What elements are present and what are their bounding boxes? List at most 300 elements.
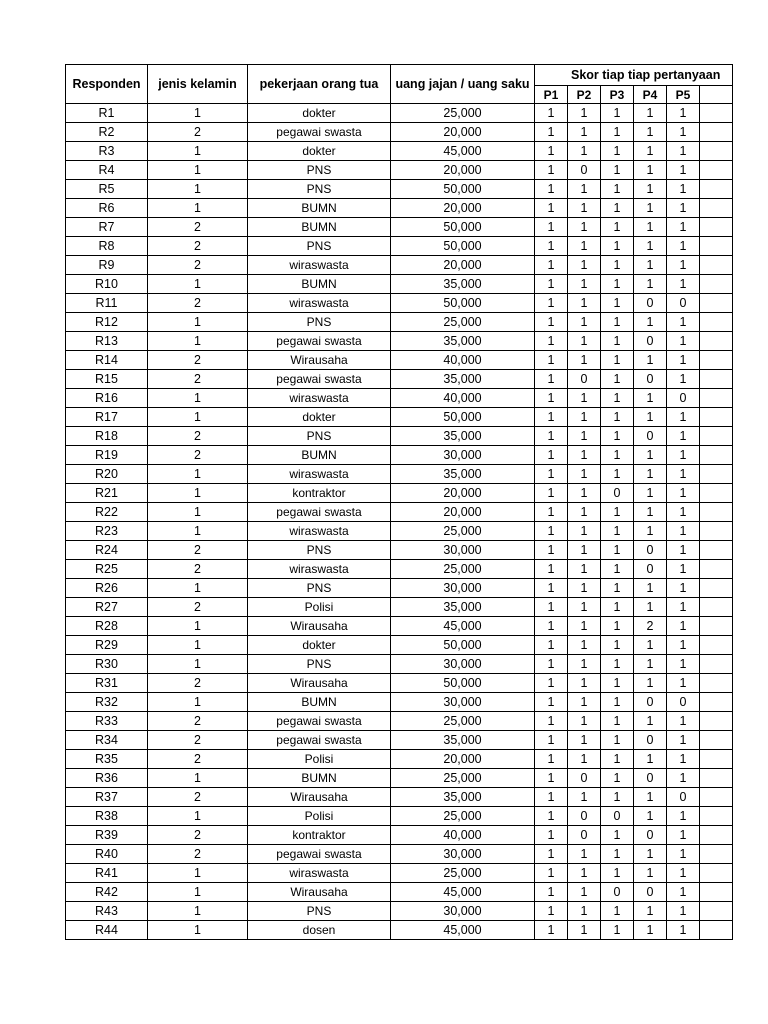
cell-score[interactable]: 1	[667, 807, 700, 826]
cell-score[interactable]: 1	[568, 503, 601, 522]
cell-cutoff[interactable]	[700, 104, 733, 123]
header-question[interactable]: P1	[535, 86, 568, 104]
cell-score[interactable]: 1	[667, 313, 700, 332]
cell-score[interactable]: 1	[667, 883, 700, 902]
cell-gender[interactable]: 1	[148, 408, 248, 427]
cell-score[interactable]: 0	[634, 332, 667, 351]
cell-score[interactable]: 1	[535, 579, 568, 598]
cell-score[interactable]: 1	[667, 256, 700, 275]
cell-score[interactable]: 1	[601, 598, 634, 617]
cell-score[interactable]: 1	[634, 446, 667, 465]
cell-score[interactable]: 1	[535, 845, 568, 864]
cell-pocket-money[interactable]: 35,000	[391, 788, 535, 807]
cell-respondent[interactable]: R13	[66, 332, 148, 351]
cell-score[interactable]: 0	[634, 769, 667, 788]
cell-score[interactable]: 1	[634, 674, 667, 693]
cell-score[interactable]: 1	[601, 750, 634, 769]
cell-score[interactable]: 1	[601, 902, 634, 921]
cell-score[interactable]: 1	[601, 332, 634, 351]
cell-score[interactable]: 0	[667, 389, 700, 408]
cell-score[interactable]: 1	[667, 579, 700, 598]
cell-parent-job[interactable]: kontraktor	[248, 484, 391, 503]
cell-cutoff[interactable]	[700, 427, 733, 446]
cell-pocket-money[interactable]: 20,000	[391, 161, 535, 180]
cell-gender[interactable]: 1	[148, 522, 248, 541]
cell-score[interactable]: 1	[601, 218, 634, 237]
cell-pocket-money[interactable]: 35,000	[391, 598, 535, 617]
cell-respondent[interactable]: R7	[66, 218, 148, 237]
cell-cutoff[interactable]	[700, 237, 733, 256]
cell-score[interactable]: 1	[667, 674, 700, 693]
cell-parent-job[interactable]: PNS	[248, 655, 391, 674]
cell-score[interactable]: 0	[634, 693, 667, 712]
cell-respondent[interactable]: R23	[66, 522, 148, 541]
cell-cutoff[interactable]	[700, 902, 733, 921]
cell-score[interactable]: 1	[634, 218, 667, 237]
cell-score[interactable]: 1	[535, 693, 568, 712]
cell-parent-job[interactable]: PNS	[248, 161, 391, 180]
cell-score[interactable]: 0	[568, 370, 601, 389]
cell-cutoff[interactable]	[700, 161, 733, 180]
cell-pocket-money[interactable]: 35,000	[391, 427, 535, 446]
cell-respondent[interactable]: R43	[66, 902, 148, 921]
cell-parent-job[interactable]: pegawai swasta	[248, 731, 391, 750]
cell-gender[interactable]: 1	[148, 465, 248, 484]
cell-score[interactable]: 1	[601, 389, 634, 408]
cell-score[interactable]: 0	[568, 807, 601, 826]
cell-score[interactable]: 1	[601, 275, 634, 294]
cell-score[interactable]: 1	[568, 294, 601, 313]
cell-parent-job[interactable]: Wirausaha	[248, 788, 391, 807]
cell-pocket-money[interactable]: 50,000	[391, 674, 535, 693]
cell-score[interactable]: 1	[634, 199, 667, 218]
header-parent-job[interactable]: pekerjaan orang tua	[248, 65, 391, 104]
cell-parent-job[interactable]: pegawai swasta	[248, 845, 391, 864]
cell-score[interactable]: 1	[535, 370, 568, 389]
header-question[interactable]: P2	[568, 86, 601, 104]
cell-score[interactable]: 1	[568, 332, 601, 351]
cell-score[interactable]: 1	[535, 237, 568, 256]
cell-respondent[interactable]: R37	[66, 788, 148, 807]
cell-score[interactable]: 1	[568, 180, 601, 199]
cell-score[interactable]: 0	[634, 826, 667, 845]
cell-score[interactable]: 1	[568, 598, 601, 617]
cell-gender[interactable]: 2	[148, 541, 248, 560]
cell-respondent[interactable]: R30	[66, 655, 148, 674]
cell-score[interactable]: 0	[568, 161, 601, 180]
cell-score[interactable]: 1	[535, 161, 568, 180]
cell-pocket-money[interactable]: 45,000	[391, 883, 535, 902]
cell-score[interactable]: 1	[634, 104, 667, 123]
cell-score[interactable]: 1	[601, 560, 634, 579]
cell-cutoff[interactable]	[700, 389, 733, 408]
cell-score[interactable]: 0	[568, 826, 601, 845]
cell-score[interactable]: 1	[601, 712, 634, 731]
cell-score[interactable]: 0	[601, 807, 634, 826]
cell-score[interactable]: 0	[634, 427, 667, 446]
cell-respondent[interactable]: R40	[66, 845, 148, 864]
cell-score[interactable]: 1	[634, 750, 667, 769]
header-score-group[interactable]: Skor tiap tiap pertanyaan	[535, 65, 733, 86]
cell-respondent[interactable]: R33	[66, 712, 148, 731]
cell-score[interactable]: 1	[535, 655, 568, 674]
cell-gender[interactable]: 2	[148, 351, 248, 370]
cell-score[interactable]: 1	[667, 503, 700, 522]
cell-gender[interactable]: 1	[148, 807, 248, 826]
cell-cutoff[interactable]	[700, 845, 733, 864]
cell-cutoff[interactable]	[700, 750, 733, 769]
cell-score[interactable]: 1	[634, 598, 667, 617]
cell-gender[interactable]: 2	[148, 370, 248, 389]
cell-score[interactable]: 1	[634, 712, 667, 731]
cell-cutoff[interactable]	[700, 579, 733, 598]
cell-pocket-money[interactable]: 30,000	[391, 693, 535, 712]
cell-score[interactable]: 1	[535, 446, 568, 465]
cell-cutoff[interactable]	[700, 674, 733, 693]
cell-score[interactable]: 1	[667, 731, 700, 750]
cell-respondent[interactable]: R19	[66, 446, 148, 465]
cell-score[interactable]: 1	[568, 731, 601, 750]
cell-score[interactable]: 1	[535, 902, 568, 921]
cell-gender[interactable]: 1	[148, 313, 248, 332]
cell-gender[interactable]: 2	[148, 560, 248, 579]
cell-pocket-money[interactable]: 25,000	[391, 522, 535, 541]
cell-score[interactable]: 1	[667, 750, 700, 769]
cell-score[interactable]: 1	[535, 769, 568, 788]
cell-score[interactable]: 1	[634, 655, 667, 674]
cell-cutoff[interactable]	[700, 465, 733, 484]
cell-score[interactable]: 1	[634, 256, 667, 275]
cell-gender[interactable]: 1	[148, 332, 248, 351]
cell-score[interactable]: 1	[568, 864, 601, 883]
cell-cutoff[interactable]	[700, 294, 733, 313]
cell-score[interactable]: 1	[634, 351, 667, 370]
cell-pocket-money[interactable]: 30,000	[391, 446, 535, 465]
cell-score[interactable]: 1	[667, 332, 700, 351]
cell-score[interactable]: 1	[535, 788, 568, 807]
cell-respondent[interactable]: R42	[66, 883, 148, 902]
cell-gender[interactable]: 1	[148, 503, 248, 522]
cell-score[interactable]: 1	[667, 655, 700, 674]
cell-score[interactable]: 1	[634, 180, 667, 199]
cell-score[interactable]: 1	[535, 826, 568, 845]
header-gender[interactable]: jenis kelamin	[148, 65, 248, 104]
cell-parent-job[interactable]: dokter	[248, 636, 391, 655]
cell-cutoff[interactable]	[700, 446, 733, 465]
cell-respondent[interactable]: R39	[66, 826, 148, 845]
cell-score[interactable]: 1	[667, 541, 700, 560]
cell-cutoff[interactable]	[700, 636, 733, 655]
cell-gender[interactable]: 1	[148, 617, 248, 636]
cell-score[interactable]: 1	[535, 218, 568, 237]
cell-score[interactable]: 1	[634, 408, 667, 427]
cell-respondent[interactable]: R5	[66, 180, 148, 199]
cell-score[interactable]: 2	[634, 617, 667, 636]
cell-score[interactable]: 1	[667, 522, 700, 541]
cell-cutoff[interactable]	[700, 408, 733, 427]
cell-pocket-money[interactable]: 25,000	[391, 712, 535, 731]
cell-cutoff[interactable]	[700, 256, 733, 275]
cell-score[interactable]: 1	[601, 161, 634, 180]
cell-parent-job[interactable]: dosen	[248, 921, 391, 940]
cell-score[interactable]: 1	[535, 731, 568, 750]
cell-score[interactable]: 1	[568, 693, 601, 712]
cell-gender[interactable]: 1	[148, 921, 248, 940]
cell-score[interactable]: 1	[568, 655, 601, 674]
cell-cutoff[interactable]	[700, 332, 733, 351]
cell-parent-job[interactable]: dokter	[248, 104, 391, 123]
cell-score[interactable]: 1	[667, 712, 700, 731]
cell-score[interactable]: 1	[568, 674, 601, 693]
cell-score[interactable]: 0	[634, 731, 667, 750]
cell-score[interactable]: 1	[601, 199, 634, 218]
cell-pocket-money[interactable]: 20,000	[391, 256, 535, 275]
cell-gender[interactable]: 2	[148, 256, 248, 275]
cell-respondent[interactable]: R8	[66, 237, 148, 256]
cell-pocket-money[interactable]: 30,000	[391, 655, 535, 674]
cell-cutoff[interactable]	[700, 883, 733, 902]
cell-respondent[interactable]: R16	[66, 389, 148, 408]
cell-score[interactable]: 1	[568, 902, 601, 921]
cell-respondent[interactable]: R10	[66, 275, 148, 294]
cell-score[interactable]: 1	[568, 199, 601, 218]
cell-respondent[interactable]: R34	[66, 731, 148, 750]
cell-score[interactable]: 1	[568, 256, 601, 275]
cell-parent-job[interactable]: wiraswasta	[248, 294, 391, 313]
cell-parent-job[interactable]: wiraswasta	[248, 522, 391, 541]
cell-score[interactable]: 1	[634, 275, 667, 294]
cell-score[interactable]: 1	[634, 123, 667, 142]
cell-respondent[interactable]: R35	[66, 750, 148, 769]
cell-score[interactable]: 1	[535, 104, 568, 123]
cell-score[interactable]: 1	[634, 579, 667, 598]
cell-gender[interactable]: 2	[148, 712, 248, 731]
cell-gender[interactable]: 1	[148, 180, 248, 199]
cell-score[interactable]: 1	[634, 807, 667, 826]
cell-score[interactable]: 1	[568, 389, 601, 408]
cell-pocket-money[interactable]: 25,000	[391, 104, 535, 123]
cell-cutoff[interactable]	[700, 807, 733, 826]
cell-score[interactable]: 1	[601, 446, 634, 465]
header-question-cutoff[interactable]	[700, 86, 733, 104]
cell-score[interactable]: 1	[535, 465, 568, 484]
cell-gender[interactable]: 1	[148, 199, 248, 218]
cell-score[interactable]: 1	[568, 579, 601, 598]
cell-score[interactable]: 1	[667, 921, 700, 940]
cell-gender[interactable]: 1	[148, 883, 248, 902]
cell-score[interactable]: 1	[568, 218, 601, 237]
cell-score[interactable]: 1	[601, 731, 634, 750]
cell-score[interactable]: 1	[601, 465, 634, 484]
cell-pocket-money[interactable]: 50,000	[391, 408, 535, 427]
cell-respondent[interactable]: R32	[66, 693, 148, 712]
cell-score[interactable]: 1	[601, 522, 634, 541]
cell-score[interactable]: 1	[535, 351, 568, 370]
cell-pocket-money[interactable]: 45,000	[391, 142, 535, 161]
cell-score[interactable]: 1	[601, 427, 634, 446]
cell-parent-job[interactable]: dokter	[248, 142, 391, 161]
cell-score[interactable]: 1	[601, 655, 634, 674]
cell-pocket-money[interactable]: 40,000	[391, 351, 535, 370]
cell-cutoff[interactable]	[700, 826, 733, 845]
cell-score[interactable]: 1	[601, 408, 634, 427]
cell-score[interactable]: 1	[568, 237, 601, 256]
cell-score[interactable]: 1	[667, 826, 700, 845]
cell-parent-job[interactable]: Wirausaha	[248, 617, 391, 636]
cell-cutoff[interactable]	[700, 731, 733, 750]
cell-pocket-money[interactable]: 35,000	[391, 370, 535, 389]
cell-respondent[interactable]: R20	[66, 465, 148, 484]
cell-score[interactable]: 1	[667, 598, 700, 617]
cell-score[interactable]: 1	[634, 389, 667, 408]
cell-pocket-money[interactable]: 20,000	[391, 750, 535, 769]
cell-score[interactable]: 1	[535, 199, 568, 218]
cell-score[interactable]: 1	[568, 142, 601, 161]
cell-gender[interactable]: 2	[148, 788, 248, 807]
cell-gender[interactable]: 2	[148, 845, 248, 864]
cell-pocket-money[interactable]: 20,000	[391, 199, 535, 218]
cell-pocket-money[interactable]: 35,000	[391, 465, 535, 484]
cell-respondent[interactable]: R44	[66, 921, 148, 940]
cell-gender[interactable]: 2	[148, 674, 248, 693]
cell-score[interactable]: 1	[601, 788, 634, 807]
cell-score[interactable]: 1	[568, 484, 601, 503]
cell-gender[interactable]: 2	[148, 218, 248, 237]
cell-pocket-money[interactable]: 25,000	[391, 313, 535, 332]
cell-cutoff[interactable]	[700, 769, 733, 788]
cell-score[interactable]: 1	[634, 237, 667, 256]
cell-cutoff[interactable]	[700, 788, 733, 807]
cell-respondent[interactable]: R26	[66, 579, 148, 598]
cell-score[interactable]: 1	[634, 484, 667, 503]
cell-cutoff[interactable]	[700, 617, 733, 636]
cell-score[interactable]: 1	[568, 313, 601, 332]
cell-parent-job[interactable]: BUMN	[248, 769, 391, 788]
cell-score[interactable]: 1	[601, 636, 634, 655]
cell-score[interactable]: 1	[535, 807, 568, 826]
cell-respondent[interactable]: R2	[66, 123, 148, 142]
header-question[interactable]: P5	[667, 86, 700, 104]
cell-gender[interactable]: 1	[148, 693, 248, 712]
cell-score[interactable]: 1	[667, 484, 700, 503]
cell-gender[interactable]: 1	[148, 864, 248, 883]
cell-score[interactable]: 1	[601, 294, 634, 313]
cell-score[interactable]: 0	[568, 769, 601, 788]
cell-score[interactable]: 1	[667, 617, 700, 636]
cell-cutoff[interactable]	[700, 560, 733, 579]
cell-score[interactable]: 1	[667, 636, 700, 655]
cell-pocket-money[interactable]: 20,000	[391, 484, 535, 503]
cell-pocket-money[interactable]: 40,000	[391, 826, 535, 845]
cell-gender[interactable]: 2	[148, 750, 248, 769]
cell-score[interactable]: 1	[535, 883, 568, 902]
cell-score[interactable]: 1	[568, 541, 601, 560]
cell-parent-job[interactable]: PNS	[248, 579, 391, 598]
cell-cutoff[interactable]	[700, 313, 733, 332]
cell-score[interactable]: 1	[601, 370, 634, 389]
cell-score[interactable]: 0	[634, 883, 667, 902]
cell-parent-job[interactable]: wiraswasta	[248, 256, 391, 275]
cell-score[interactable]: 1	[601, 617, 634, 636]
cell-score[interactable]: 1	[634, 161, 667, 180]
cell-score[interactable]: 1	[535, 636, 568, 655]
cell-respondent[interactable]: R14	[66, 351, 148, 370]
cell-pocket-money[interactable]: 45,000	[391, 921, 535, 940]
cell-gender[interactable]: 1	[148, 636, 248, 655]
cell-score[interactable]: 1	[535, 142, 568, 161]
cell-score[interactable]: 0	[601, 484, 634, 503]
cell-score[interactable]: 1	[568, 446, 601, 465]
cell-parent-job[interactable]: Wirausaha	[248, 883, 391, 902]
cell-score[interactable]: 1	[667, 864, 700, 883]
cell-score[interactable]: 1	[634, 636, 667, 655]
cell-score[interactable]: 1	[601, 256, 634, 275]
cell-cutoff[interactable]	[700, 142, 733, 161]
cell-cutoff[interactable]	[700, 275, 733, 294]
cell-score[interactable]: 1	[535, 598, 568, 617]
cell-score[interactable]: 1	[568, 408, 601, 427]
cell-score[interactable]: 1	[601, 769, 634, 788]
cell-pocket-money[interactable]: 25,000	[391, 807, 535, 826]
cell-score[interactable]: 0	[634, 370, 667, 389]
cell-parent-job[interactable]: PNS	[248, 180, 391, 199]
cell-respondent[interactable]: R24	[66, 541, 148, 560]
cell-score[interactable]: 1	[667, 218, 700, 237]
header-respondent[interactable]: Responden	[66, 65, 148, 104]
cell-score[interactable]: 1	[568, 883, 601, 902]
cell-score[interactable]: 1	[667, 427, 700, 446]
cell-score[interactable]: 1	[601, 921, 634, 940]
cell-parent-job[interactable]: BUMN	[248, 199, 391, 218]
cell-cutoff[interactable]	[700, 218, 733, 237]
cell-pocket-money[interactable]: 20,000	[391, 123, 535, 142]
cell-score[interactable]: 1	[568, 788, 601, 807]
cell-respondent[interactable]: R22	[66, 503, 148, 522]
cell-cutoff[interactable]	[700, 598, 733, 617]
cell-parent-job[interactable]: Wirausaha	[248, 351, 391, 370]
cell-parent-job[interactable]: PNS	[248, 902, 391, 921]
cell-score[interactable]: 1	[601, 826, 634, 845]
cell-parent-job[interactable]: BUMN	[248, 275, 391, 294]
cell-score[interactable]: 1	[667, 180, 700, 199]
header-question[interactable]: P3	[601, 86, 634, 104]
cell-respondent[interactable]: R1	[66, 104, 148, 123]
cell-score[interactable]: 1	[634, 503, 667, 522]
cell-cutoff[interactable]	[700, 864, 733, 883]
cell-score[interactable]: 1	[568, 712, 601, 731]
cell-respondent[interactable]: R28	[66, 617, 148, 636]
cell-score[interactable]: 1	[667, 275, 700, 294]
cell-score[interactable]: 1	[601, 123, 634, 142]
cell-parent-job[interactable]: BUMN	[248, 446, 391, 465]
cell-score[interactable]: 1	[667, 237, 700, 256]
cell-gender[interactable]: 2	[148, 294, 248, 313]
cell-score[interactable]: 1	[568, 636, 601, 655]
cell-score[interactable]: 1	[568, 617, 601, 636]
cell-score[interactable]: 1	[634, 788, 667, 807]
cell-score[interactable]: 0	[667, 788, 700, 807]
cell-parent-job[interactable]: wiraswasta	[248, 389, 391, 408]
cell-score[interactable]: 1	[601, 674, 634, 693]
cell-score[interactable]: 1	[667, 370, 700, 389]
header-question[interactable]: P4	[634, 86, 667, 104]
cell-gender[interactable]: 1	[148, 104, 248, 123]
cell-pocket-money[interactable]: 35,000	[391, 731, 535, 750]
cell-score[interactable]: 1	[535, 294, 568, 313]
cell-gender[interactable]: 1	[148, 161, 248, 180]
cell-score[interactable]: 0	[634, 294, 667, 313]
cell-cutoff[interactable]	[700, 484, 733, 503]
